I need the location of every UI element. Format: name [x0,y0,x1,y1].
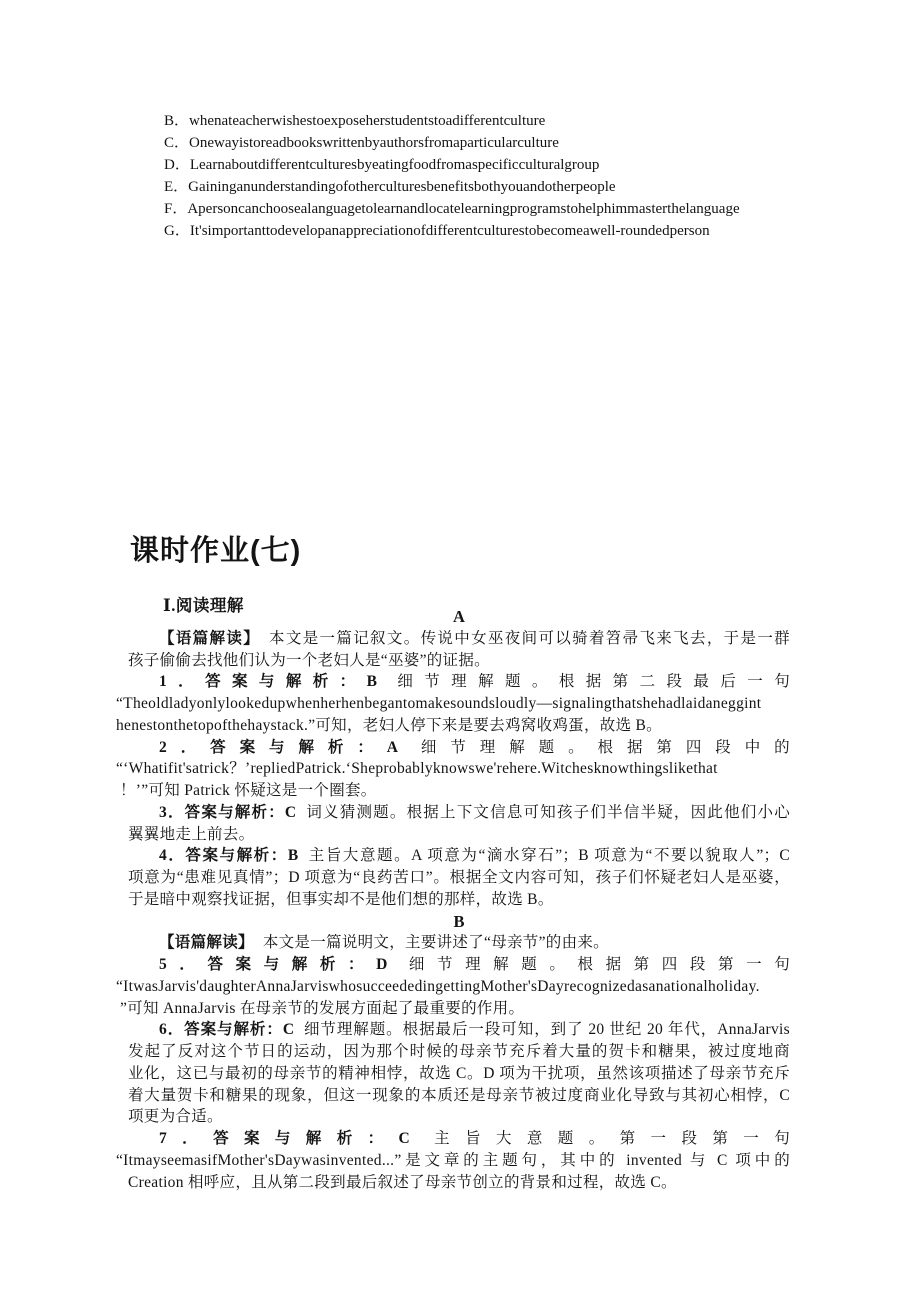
option-g-text: It'simportanttodevelopanappreciationofdifferentculturestobecomeawell-roundedperson [189,222,710,239]
passage-a-intro-line-2: 孩子偷偷去找他们认为一个老妇人是“巫婆”的证据。 [128,651,490,669]
answer-5-analysis: 细节理解题。根据第四段第一句 [396,956,790,973]
option-c [164,133,740,155]
answer-6-line-5: 项更为合适。 [128,1108,223,1126]
passage-a-intro-tag: 【语篇解读】 [159,629,261,647]
passage-b-intro-line-1 [128,932,790,954]
answer-7-line-3: Creation 相呼应，且从第二段到最后叙述了母亲节创立的背景和过程，故选 C。 [128,1173,677,1191]
option-g [164,221,740,243]
answer-6-line-1 [128,1019,790,1041]
option-f-label: F． [164,200,188,217]
assignment-title: 课时作业(七) [130,535,302,567]
answer-5-line-2: “ItwasJarvis'daughterAnnaJarviswhosucceededingettingMother'sDayrecognizedasanationalholiday. [116,977,760,995]
answer-6-prefix: 6．答案与解析：C [159,1021,295,1039]
passage-a-marker: A [453,607,465,626]
answer-1-analysis: 细节理解题。根据第二段最后一句 [386,673,790,691]
option-b-label: B． [164,113,190,129]
option-d-label: D． [164,156,190,173]
option-e [164,177,740,199]
answer-3-prefix: 3．答案与解析：C [159,803,297,821]
answer-5-line-3: ”可知 AnnaJarvis 在母亲节的发展方面起了最重要的作用。 [120,999,525,1017]
answer-4-analysis: 主旨大意题。A 项意为“滴水穿石”；B 项意为“不要以貌取人”；C [307,847,790,865]
answer-2-line-3: ！’”可知 Patrick 怀疑这是一个圈套。 [120,782,377,799]
answers-content [116,606,790,1193]
option-b-text: whenateacherwishestoexposeherstudentstoadifferentculture [189,113,546,129]
option-f [164,199,740,221]
answer-7-line-1 [128,1128,790,1150]
answer-4-prefix: 4．答案与解析：B [159,847,299,865]
answer-6-analysis: 细节理解题。根据最后一段可知，到了 20 世纪 20 年代，AnnaJarvis [303,1021,790,1039]
answer-2-prefix: 2．答案与解析：A [159,738,399,756]
passage-a-intro-text-1: 本文是一篇记叙文。传说中女巫夜间可以骑着笤帚飞来飞去，于是一群 [269,629,790,647]
answer-1-prefix: 1．答案与解析：B [159,673,378,691]
answer-3-line-2: 翼翼地走上前去。 [128,825,255,843]
answer-6-line-4: 着大量贺卡和糖果的现象，但这一现象的本质还是母亲节被过度商业化导致与其初心相悖，C [128,1086,790,1104]
answer-2-line-1 [128,737,790,759]
reading-section-label: Ⅰ.阅读理解 [163,596,244,615]
option-c-text: Onewayistoreadbookswrittenbyauthorsfromaparticularculture [189,134,559,151]
answer-7-line-2: “ItmayseemasifMother'sDaywasinvented...”是文章的主题句，其中的 invented 与 C 项中的 [116,1151,790,1169]
option-f-text: Apersoncanchoosealanguagetolearnandlocatelearningprogramstohelphimmasterthelanguage [187,200,740,217]
answer-2-analysis: 细节理解题。根据第四段中的 [407,738,790,756]
answer-6-line-2: 发起了反对这个节日的运动，因为那个时候的母亲节充斥着大量的贺卡和糖果，被过度地商 [128,1043,790,1060]
passage-b-marker: B [453,911,465,931]
answer-3-line-1 [128,802,790,824]
option-e-text: Gaininganunderstandingofotherculturesbenefitsbothyouandotherpeople [188,178,616,195]
options-list [164,111,740,242]
passage-a-intro-line-1 [128,628,790,650]
answer-1-line-3: henestonthetopofthehaystack.”可知，老妇人停下来是要去鸡窝收鸡蛋，故选 B。 [116,716,662,734]
option-b [164,111,740,133]
answer-4-line-1 [128,845,790,867]
option-e-label: E． [164,178,189,195]
passage-b-intro-tag: 【语篇解读】 [159,934,254,952]
option-d [164,155,740,177]
option-d-text: Learnaboutdifferentculturesbyeatingfoodfromaspecificculturalgroup [189,156,600,173]
option-c-label: C． [164,134,190,151]
answer-7-prefix: 7．答案与解析：C [159,1130,411,1147]
answer-1-line-1 [128,671,790,693]
answer-1-line-2: “Theoldladyonlylookedupwhenherhenbegantomakesoundsloudly—signalingthatshehadlaidaneggint [116,695,762,712]
answer-4-line-2: 项意为“患难见真情”；D 项意为“良药苦口”。根据全文内容可知，孩子们怀疑老妇人是巫婆， [128,869,790,886]
answer-3-analysis: 词义猜测题。根据上下文信息可知孩子们半信半疑，因此他们小心 [305,803,790,821]
answer-5-prefix: 5．答案与解析：D [159,956,388,973]
answer-2-line-2: “‘Whatifit'satrick？’repliedPatrick.‘Sheprobablyknowswe'rehere.Witchesknowthingslikethat [116,760,718,778]
answer-7-analysis: 主旨大意题。第一段第一句 [419,1130,790,1147]
passage-b-intro-text-1: 本文是一篇说明文，主要讲述了“母亲节”的由来。 [262,934,609,952]
answer-4-line-3: 于是暗中观察找证据，但事实却不是他们想的那样，故选 B。 [128,890,554,908]
answer-5-line-1 [128,954,790,976]
option-g-label: G． [164,222,190,239]
answer-6-line-3: 业化，这已与最初的母亲节的精神相悖，故选 C。D 项为干扰项，虽然该项描述了母亲节充斥 [128,1064,790,1082]
